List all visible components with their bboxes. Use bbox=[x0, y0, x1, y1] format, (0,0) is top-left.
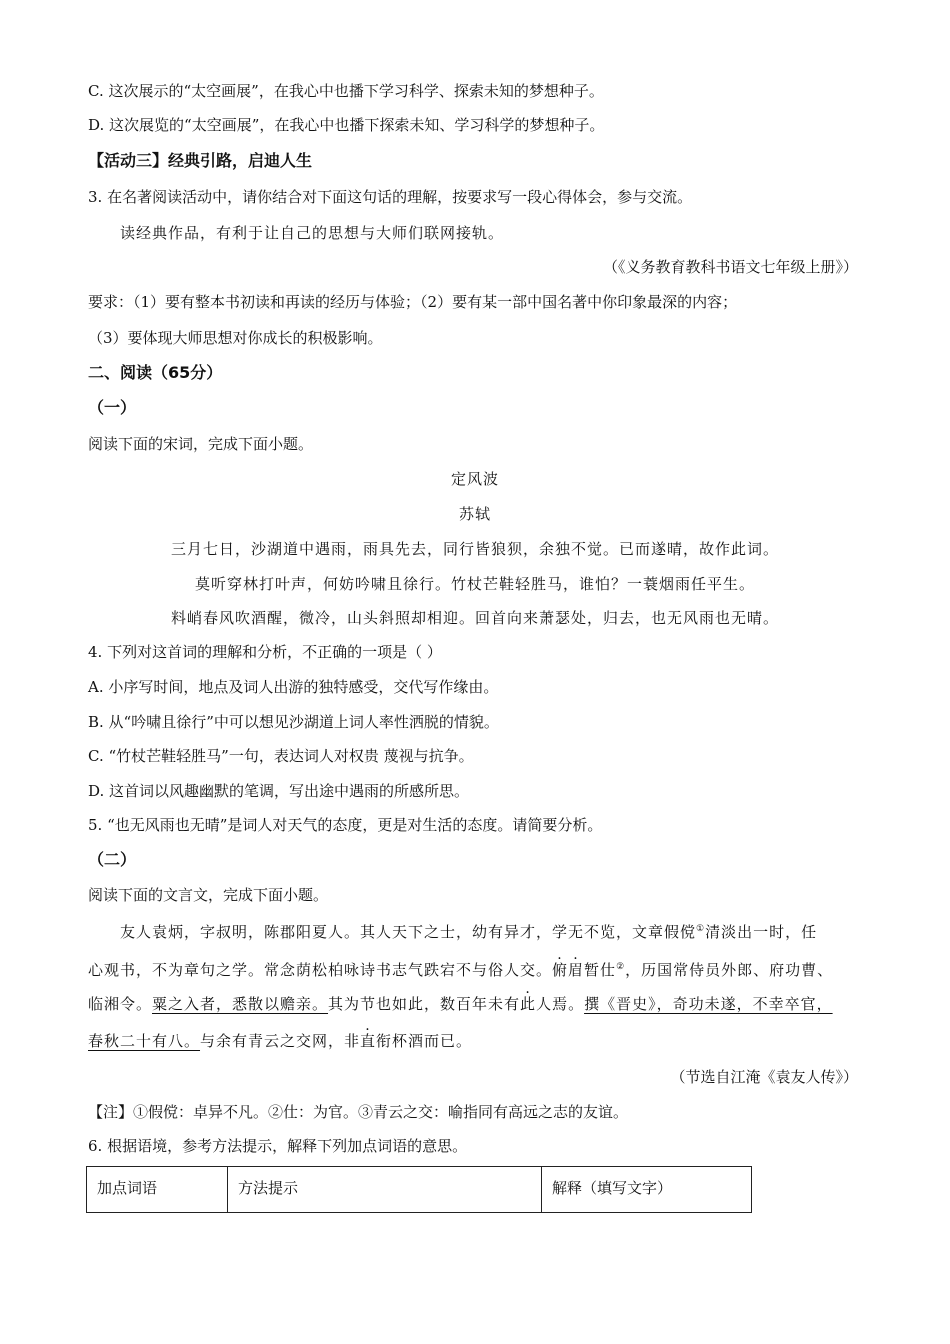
passage-line-3 bbox=[88, 993, 833, 1015]
table-header: 加点词语 bbox=[87, 1167, 228, 1213]
question-3: 3. 在名著阅读活动中，请你结合对下面这句话的理解，按要求写一段心得体会，参与交流。 bbox=[88, 188, 693, 206]
part1-intro: 阅读下面的宋词，完成下面小题。 bbox=[88, 435, 314, 453]
underlined-sentence: 粟之入者，悉散以赡亲。 bbox=[152, 995, 329, 1013]
passage-line-1 bbox=[120, 918, 817, 943]
option-c-line: C. 这次展示的“太空画展”，在我心中也播下学习科学、探索未知的梦想种子。 bbox=[88, 82, 604, 100]
activity3-title: 【活动三】经典引路，启迪人生 bbox=[88, 151, 313, 170]
poem-verse-1: 莫听穿林打叶声，何妨吟啸且徐行。竹杖芒鞋轻胜马，谁怕？一蓑烟雨任平生。 bbox=[194, 575, 755, 593]
option-d-line: D. 这次展览的“太空画展”，在我心中也播下探索未知、学习科学的梦想种子。 bbox=[88, 116, 605, 134]
passage-text: 友人袁炳，字叔明，陈郡阳夏人。其人天下之士，幼有异才，学无不览，文章假傥 bbox=[120, 923, 697, 941]
underlined-sentence: 撰《晋史》，奇功未遂，不幸卒官， bbox=[584, 995, 833, 1013]
passage-line-4 bbox=[88, 1030, 472, 1052]
passage-text: 衔杯酒而已。 bbox=[376, 1032, 473, 1050]
table-row bbox=[87, 1167, 752, 1213]
passage-text: 与余有青云之交网，非 bbox=[200, 1032, 361, 1050]
part2-intro: 阅读下面的文言文，完成下面小题。 bbox=[88, 886, 329, 904]
passage-text: 心观书，不为章句之学。常念荫松柏咏诗书志气跌宕不与俗人交。 bbox=[88, 961, 553, 979]
question-5: 5. “也无风雨也无晴”是词人对天气的态度，更是对生活的态度。请简要分析。 bbox=[88, 816, 603, 834]
part1-heading: （一） bbox=[88, 398, 137, 417]
quote-text: 读经典作品，有利于让自己的思想与大师们联网接轨。 bbox=[120, 224, 505, 242]
passage-source: （节选自江淹《袁友人传》） bbox=[670, 1068, 858, 1086]
footnote-mark: ② bbox=[616, 962, 626, 972]
requirement-line-1: 要求：（1）要有整本书初读和再读的经历与体验；（2）要有某一部中国名著中你印象最深的内容； bbox=[88, 293, 738, 311]
question-4: 4. 下列对这首词的理解和分析，不正确的一项是（ ） bbox=[88, 643, 442, 661]
poem-title: 定风波 bbox=[450, 470, 499, 488]
question-4-option-d: D. 这首词以风趣幽默的笔调，写出途中遇雨的所感所思。 bbox=[88, 782, 470, 800]
section2-title: 二、阅读（65分） bbox=[88, 363, 223, 382]
underlined-sentence: 春秋二十有八。 bbox=[88, 1032, 201, 1050]
poem-verse-2: 料峭春风吹酒醒，微冷，山头斜照却相迎。回首向来萧瑟处，归去，也无风雨也无晴。 bbox=[170, 609, 779, 627]
footnote-mark: ① bbox=[696, 924, 706, 934]
passage-text: 其为节也如此，数百年未有 bbox=[328, 995, 521, 1013]
passage-text: 暂仕 bbox=[584, 961, 617, 979]
passage-text: 临湘令。 bbox=[88, 995, 153, 1013]
dotted-word: 此 · bbox=[520, 995, 536, 1013]
passage-line-2 bbox=[88, 956, 833, 981]
poem-preface: 三月七日，沙湖道中遇雨，雨具先去，同行皆狼狈，余独不觉。已而遂晴，故作此词。 bbox=[170, 540, 779, 558]
dotted-word: 直 · bbox=[360, 1032, 376, 1050]
question-4-option-c: C. “竹杖芒鞋轻胜马”一句，表达词人对权贵 蔑视与抗争。 bbox=[88, 747, 474, 765]
passage-text: 清淡出一时，任 bbox=[705, 923, 818, 941]
dotted-word: 眉 bbox=[568, 961, 585, 979]
dotted-word: 俯 bbox=[552, 961, 569, 979]
quote-source: （《义务教育教科书语文七年级上册》） bbox=[602, 258, 858, 276]
question-4-option-b: B. 从“吟啸且徐行”中可以想见沙湖道上词人率性洒脱的情貌。 bbox=[88, 713, 499, 731]
table-header: 方法提示 bbox=[228, 1167, 542, 1213]
passage-text: 人焉。 bbox=[536, 995, 585, 1013]
question-6: 6. 根据语境，参考方法提示，解释下列加点词语的意思。 bbox=[88, 1137, 468, 1155]
annotation-note: 【注】①假傥：卓异不凡。②仕：为官。③青云之交：喻指同有高远之志的友谊。 bbox=[88, 1103, 629, 1121]
answer-table bbox=[86, 1166, 752, 1213]
requirement-line-2: （3）要体现大师思想对你成长的积极影响。 bbox=[88, 329, 383, 347]
poem-author: 苏轼 bbox=[458, 505, 491, 523]
table-header: 解释（填写文字） bbox=[542, 1167, 752, 1213]
part2-heading: （二） bbox=[88, 850, 137, 869]
passage-text: ，历国常侍员外郎、府功曹、 bbox=[625, 961, 834, 979]
question-4-option-a: A. 小序写时间，地点及词人出游的独特感受，交代写作缘由。 bbox=[88, 678, 499, 696]
